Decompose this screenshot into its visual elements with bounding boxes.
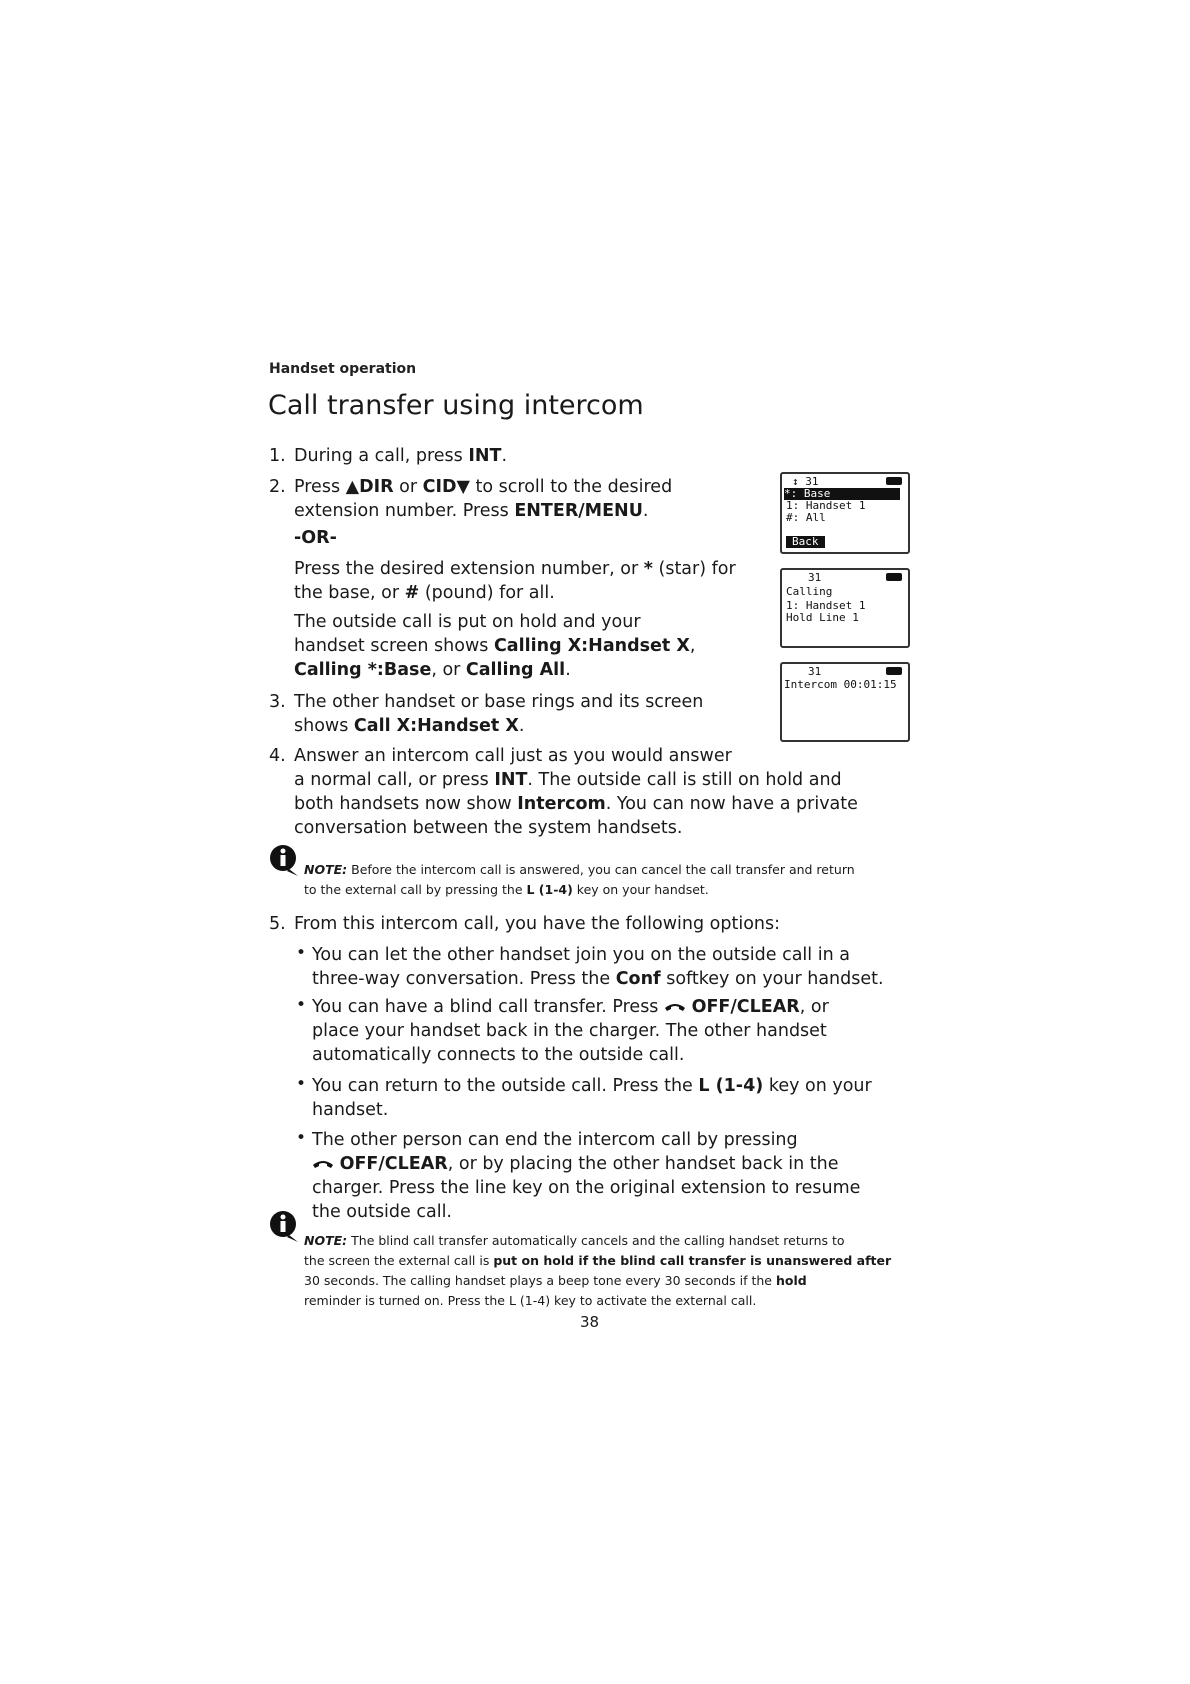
note-line: NOTE: Before the intercom call is answered, you can cancel the call transfer and return — [304, 862, 855, 877]
bullet-line: You can have a blind call transfer. Press OFF/CLEAR, or — [312, 997, 829, 1017]
step-number: 4. — [269, 746, 286, 766]
bullet-dot: • — [296, 1128, 307, 1148]
bullet-line: handset. — [312, 1100, 389, 1120]
step-number: 5. — [269, 914, 286, 934]
bullet-dot: • — [296, 1074, 307, 1094]
info-icon — [269, 1209, 299, 1243]
note-line: the screen the external call is put on hold if the blind call transfer is unanswered after — [304, 1253, 892, 1268]
note-line: NOTE: The blind call transfer automatically cancels and the calling handset returns to — [304, 1233, 845, 1248]
step-2-line: extension number. Press ENTER/MENU. — [294, 501, 649, 521]
phone-off-icon — [664, 1002, 686, 1012]
note-line: to the external call by pressing the L (1-4) key on your handset. — [304, 882, 709, 897]
note-line: reminder is turned on. Press the L (1-4) key to activate the external call. — [304, 1293, 757, 1308]
bullet-line: place your handset back in the charger. The other handset — [312, 1021, 827, 1041]
bullet-line: three-way conversation. Press the Conf softkey on your handset. — [312, 969, 884, 989]
lcd-status: 31 — [808, 571, 822, 584]
lcd-row: Calling — [786, 585, 833, 598]
lcd-screen-calling — [780, 568, 910, 648]
lcd-row: 1: Handset 1 — [786, 499, 866, 512]
page-title: Call transfer using intercom — [268, 390, 644, 421]
step-number: 1. — [269, 446, 286, 466]
bullet-line: The other person can end the intercom call by pressing — [312, 1130, 798, 1150]
bullet-line: OFF/CLEAR, or by placing the other handset back in the — [312, 1152, 838, 1176]
info-icon — [269, 843, 299, 877]
lcd-status: 31 — [808, 665, 822, 678]
step-4-line: both handsets now show Intercom. You can now have a private — [294, 794, 858, 814]
battery-icon — [886, 477, 902, 485]
page-number: 38 — [580, 1313, 600, 1331]
battery-icon — [886, 573, 902, 581]
lcd-softkey-back: Back — [786, 536, 825, 548]
step-2-line: Calling *:Base, or Calling All. — [294, 660, 571, 680]
lcd-status: ↕ 31 — [792, 475, 819, 488]
bullet-line: You can return to the outside call. Press the L (1-4) key on your — [312, 1076, 872, 1096]
bullet-dot: • — [296, 943, 307, 963]
step-4-line: conversation between the system handsets. — [294, 818, 683, 838]
bullet-line: the outside call. — [312, 1202, 452, 1222]
step-number: 2. — [269, 477, 286, 497]
step-number: 3. — [269, 692, 286, 712]
lcd-row: #: All — [786, 511, 826, 524]
step-3-line: shows Call X:Handset X. — [294, 716, 525, 736]
bullet-line: charger. Press the line key on the original extension to resume — [312, 1178, 861, 1198]
battery-icon — [886, 667, 902, 675]
bullet-line: automatically connects to the outside call. — [312, 1045, 685, 1065]
or-separator: -OR- — [294, 528, 337, 548]
lcd-row: 1: Handset 1 — [786, 599, 866, 612]
step-2-line: The outside call is put on hold and your — [294, 612, 641, 632]
section-label: Handset operation — [269, 361, 417, 377]
step-5-line: From this intercom call, you have the following options: — [294, 914, 781, 934]
step-4-line: a normal call, or press INT. The outside call is still on hold and — [294, 770, 842, 790]
step-2-line: the base, or # (pound) for all. — [294, 583, 555, 603]
lcd-screen-intercom-menu — [780, 472, 910, 554]
note-line: 30 seconds. The calling handset plays a beep tone every 30 seconds if the hold — [304, 1273, 807, 1288]
lcd-row: Hold Line 1 — [786, 611, 859, 624]
step-2-line: handset screen shows Calling X:Handset X, — [294, 636, 696, 656]
bullet-dot: • — [296, 995, 307, 1015]
step-4-line: Answer an intercom call just as you would answer — [294, 746, 732, 766]
step-1-text: During a call, press INT. — [294, 446, 508, 466]
phone-off-icon — [312, 1159, 334, 1169]
step-3-line: The other handset or base rings and its screen — [294, 692, 704, 712]
step-2-line: Press the desired extension number, or * (star) for — [294, 559, 736, 579]
lcd-selected-row: *: Base — [784, 488, 900, 500]
step-2-line: Press ▲DIR or CID▼ to scroll to the desired — [294, 477, 673, 497]
bullet-line: You can let the other handset join you on the outside call in a — [312, 945, 850, 965]
lcd-screen-intercom — [780, 662, 910, 742]
lcd-row: Intercom 00:01:15 — [784, 678, 897, 691]
